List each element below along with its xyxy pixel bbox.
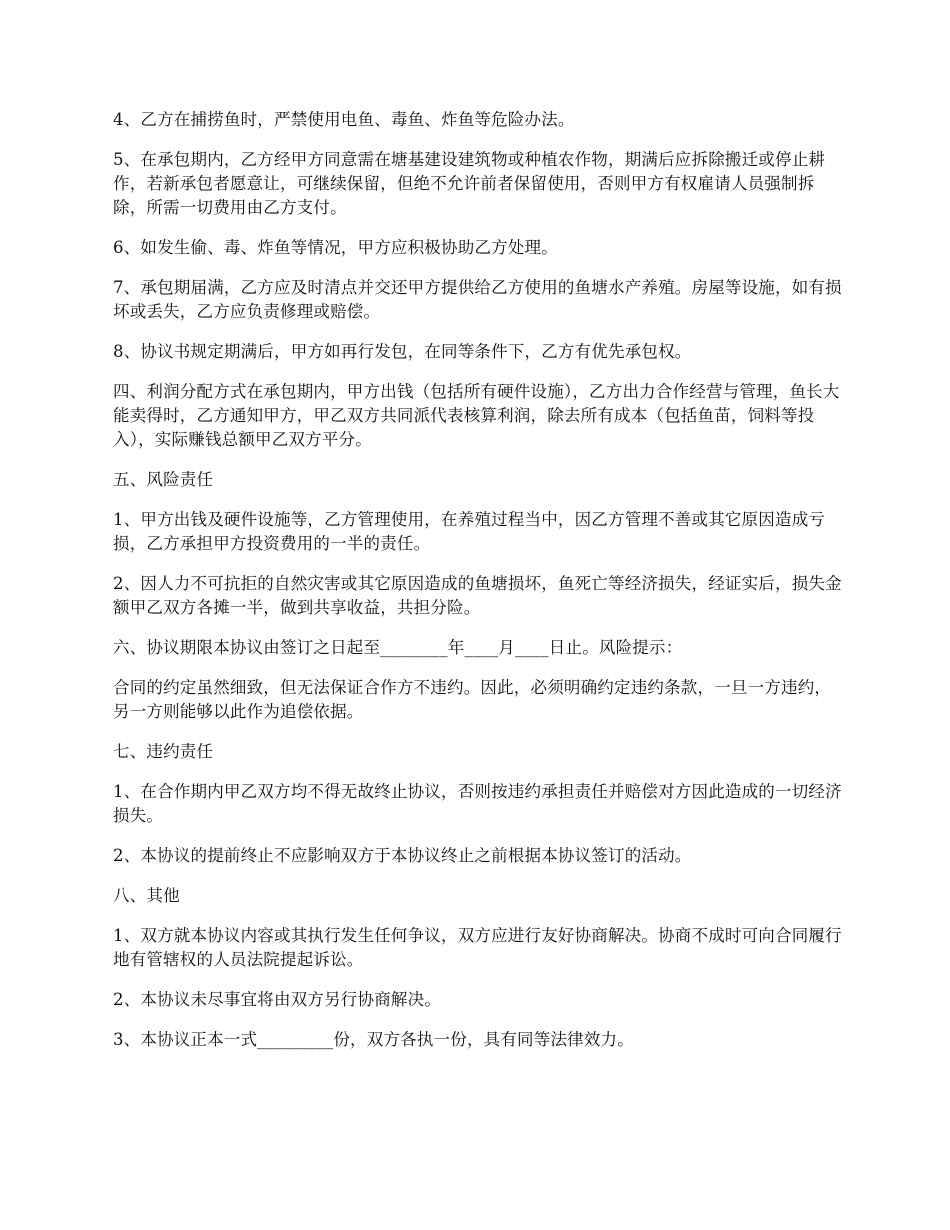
section-6-term: 六、协议期限本协议由签订之日起至________年____月____日止。风险提示：	[113, 638, 683, 657]
section-5-heading: 五、风险责任	[113, 470, 214, 489]
other-clause-1: 1、双方就本协议内容或其执行发生任何争议，双方应进行友好协商解决。协商不成时可向合同履行地有管辖权的人员法院提起诉讼。	[113, 926, 842, 969]
section-7-heading: 七、违约责任	[113, 742, 214, 761]
clause-7-return-facilities: 7、承包期届满，乙方应及时清点并交还甲方提供给乙方使用的鱼塘水产养殖。房屋等设施，如有损坏或丢失，乙方应负责修理或赔偿。	[113, 278, 842, 321]
section-8-heading: 八、其他	[113, 886, 180, 905]
breach-clause-1: 1、在合作期内甲乙双方均不得无故终止协议，否则按违约承担责任并赔偿对方因此造成的一切经济损失。	[113, 782, 842, 825]
clause-6-theft-assistance: 6、如发生偷、毒、炸鱼等情况，甲方应积极协助乙方处理。	[113, 238, 558, 257]
risk-clause-2: 2、因人力不可抗拒的自然灾害或其它原因造成的鱼塘损坏，鱼死亡等经济损失，经证实后，损失金额甲乙双方各摊一半，做到共享收益，共担分险。	[113, 574, 842, 617]
document-body	[113, 108, 843, 1068]
clause-8-priority-renewal: 8、协议书规定期满后，甲方如再行发包，在同等条件下，乙方有优先承包权。	[113, 342, 692, 361]
other-clause-2: 2、本协议未尽事宜将由双方另行协商解决。	[113, 990, 441, 1009]
breach-clause-2: 2、本协议的提前终止不应影响双方于本协议终止之前根据本协议签订的活动。	[113, 846, 692, 865]
clause-5-construction: 5、在承包期内，乙方经甲方同意需在塘基建设建筑物或种植农作物，期满后应拆除搬迁或停止耕作，若新承包者愿意让，可继续保留，但绝不允许前者保留使用，否则甲方有权雇请人员强制拆除，所需一切费用由乙方支付。	[113, 150, 826, 217]
risk-notice: 合同的约定虽然细致，但无法保证合作方不违约。因此，必须明确约定违约条款，一旦一方违约，另一方则能够以此作为追偿依据。	[113, 678, 832, 721]
section-4-profit-distribution: 四、利润分配方式在承包期内，甲方出钱（包括所有硬件设施），乙方出力合作经营与管理，鱼长大能卖得时，乙方通知甲方，甲乙双方共同派代表核算利润，除去所有成本（包括鱼苗，饲料等投入），实际赚钱总额甲乙双方平分。	[113, 382, 840, 449]
risk-clause-1: 1、甲方出钱及硬件设施等，乙方管理使用，在养殖过程当中，因乙方管理不善或其它原因造成亏损，乙方承担甲方投资费用的一半的责任。	[113, 510, 826, 553]
clause-4-fishing-methods: 4、乙方在捕捞鱼时，严禁使用电鱼、毒鱼、炸鱼等危险办法。	[113, 110, 575, 129]
other-clause-3: 3、本协议正本一式_________份，双方各执一份，具有同等法律效力。	[113, 1030, 634, 1049]
